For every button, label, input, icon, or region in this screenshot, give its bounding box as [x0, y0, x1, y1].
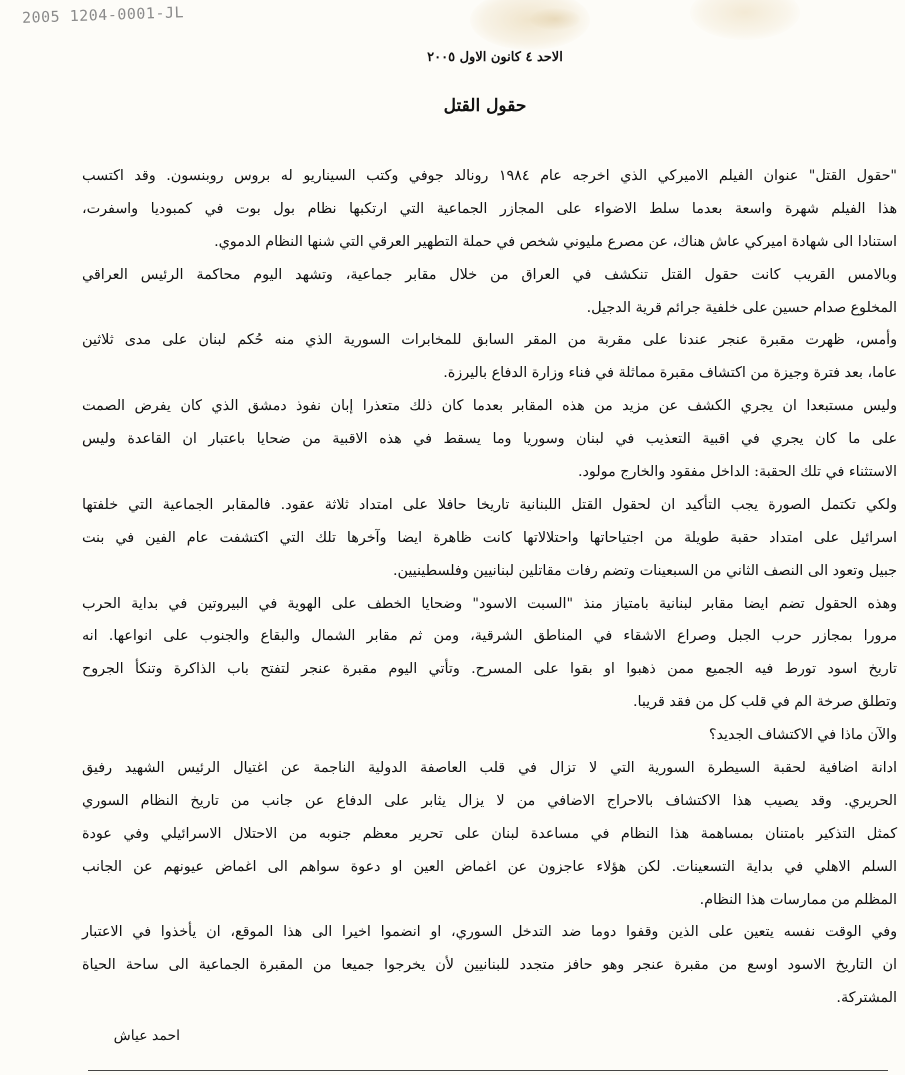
article-body [82, 160, 897, 1015]
body-line: وهذه الحقول تضم ايضا مقابر لبنانية بامتياز منذ "السبت الاسود" وضحايا الخطف على الهوية في البيروتين في بداية الحرب [82, 595, 897, 612]
body-line: ان التاريخ الاسود اوسع من مقبرة عنجر وهو حافز متجدد للبنانيين لأن يخرجوا جميعا من المقبرة الجماعية الى ساحة الحياة [82, 957, 897, 974]
body-line: وليس مستبعدا ان يجري الكشف عن مزيد من هذه المقابر بعدما كان ذلك متعذرا إبان نفوذ دمشق الذي كان يفرض الصمت [82, 398, 897, 415]
body-line: وأمس، ظهرت مقبرة عنجر عندنا على مقربة من المقر السابق للمخابرات السورية الذي منه حُكم لبنان على مدى ثلاثين [82, 332, 897, 349]
body-line: المخلوع صدام حسين على خلفية جرائم قرية الدجيل. [586, 299, 897, 316]
body-line: على ما كان يجري في اقبية التعذيب في لبنان وسوريا وما يسقط في هذه الاقبية من ضحايا باعتبار ان القاعدة وليس [82, 431, 897, 448]
paper-stain [470, 0, 590, 50]
body-line: المظلم من ممارسات هذا النظام. [699, 891, 897, 908]
body-line: والآن ماذا في الاكتشاف الجديد؟ [708, 727, 897, 744]
body-line: استنادا الى شهادة اميركي عاش هناك، عن مصرع مليوني شخص في حملة التطهير العرقي التي شنها النظام الدموي. [214, 233, 897, 250]
body-line: اسرائيل على امتداد حقبة طويلة من اجتياحاتها واحتلالاتها كانت ظاهرة ايضا وآخرها تلك التي اكتشفت عام الفين في بنت [82, 529, 897, 546]
paper-stain [530, 8, 580, 30]
archive-stamp: 2005 1204-0001-JL [21, 3, 185, 27]
body-line: وبالامس القريب كانت حقول القتل تنكشف في العراق من خلال مقابر جماعية، وتشهد اليوم محاكمة الرئيس العراقي [82, 266, 897, 283]
body-line: "حقول القتل" عنوان الفيلم الاميركي الذي اخرجه عام ١٩٨٤ رونالد جوفي وكتب السيناريو له بروس روبنسون. وقد اكتسب [82, 168, 897, 184]
author-signature: احمد عياش [113, 1028, 180, 1044]
body-line: الحريري. وقد يصيب هذا الاكتشاف بالاحراج الاضافي من لا يزال يثابر على الدفاع عن جانب من تاريخ النظام السوري [82, 792, 897, 809]
article-title: حقول القتل [443, 96, 527, 116]
body-line: جبيل وتعود الى النصف الثاني من السبعينات وتضم رفات مقاتلين لبنانيين وفلسطينيين. [392, 562, 897, 579]
bottom-divider [88, 1070, 888, 1071]
body-line: عاما، بعد فترة وجيزة من اكتشاف مقبرة مماثلة في فناء وزارة الدفاع باليرزة. [443, 365, 897, 382]
body-line: وتطلق صرخة الم في قلب كل من فقد قريبا. [632, 694, 897, 711]
body-line: ولكي تكتمل الصورة يجب التأكيد ان لحقول القتل اللبنانية تاريخا حافلا على امتداد ثلاثة عقود. فالمقابر الجماعية التي خلفتها [82, 496, 897, 513]
body-line: ادانة اضافية لحقبة السيطرة السورية التي لا تزال في قلب العاصفة الدولية الناجمة عن اغتيال الرئيس الشهيد رفيق [82, 760, 897, 777]
body-line: مرورا بمجازر حرب الجبل وصراع الاشقاء في المناطق الشرقية، ومن ثم مقابر الشمال والبقاع والجنوب على انواعها. انه [82, 628, 897, 645]
article-date: الاحد ٤ كانون الاول ٢٠٠٥ [427, 50, 563, 65]
body-line: السلم الاهلي في بداية التسعينات. لكن هؤلاء عاجزون عن اغماض العين او دعوة سواهم الى اغماض عيونهم عن الجانب [82, 858, 897, 875]
body-line: هذا الفيلم شهرة واسعة بعدما سلط الاضواء على المجازر الجماعية التي ارتكبها نظام بول بوت في كمبوديا واسفرت، [82, 200, 897, 217]
body-line: المشتركة. [836, 990, 897, 1007]
body-line: وفي الوقت نفسه يتعين على الذين وقفوا دوما ضد التدخل السوري، او انضموا اخيرا الى هذا الموقع، ان يأخذوا في الاعتبار [82, 924, 897, 941]
body-line: تاريخ اسود تورط فيه الجميع ممن ذهبوا او بقوا على المسرح. وتأتي اليوم مقبرة عنجر لتفتح باب الذاكرة وتنكأ الجروح [82, 661, 897, 678]
body-line: كمثل التذكير بامتنان بمساهمة هذا النظام في مساعدة لبنان على تحرير معظم جنوبه من الاحتلال الاسرائيلي وفي عودة [82, 825, 897, 842]
body-line: الاستثناء في تلك الحقبة: الداخل مفقود والخارج مولود. [577, 464, 897, 481]
paper-stain [690, 0, 800, 40]
